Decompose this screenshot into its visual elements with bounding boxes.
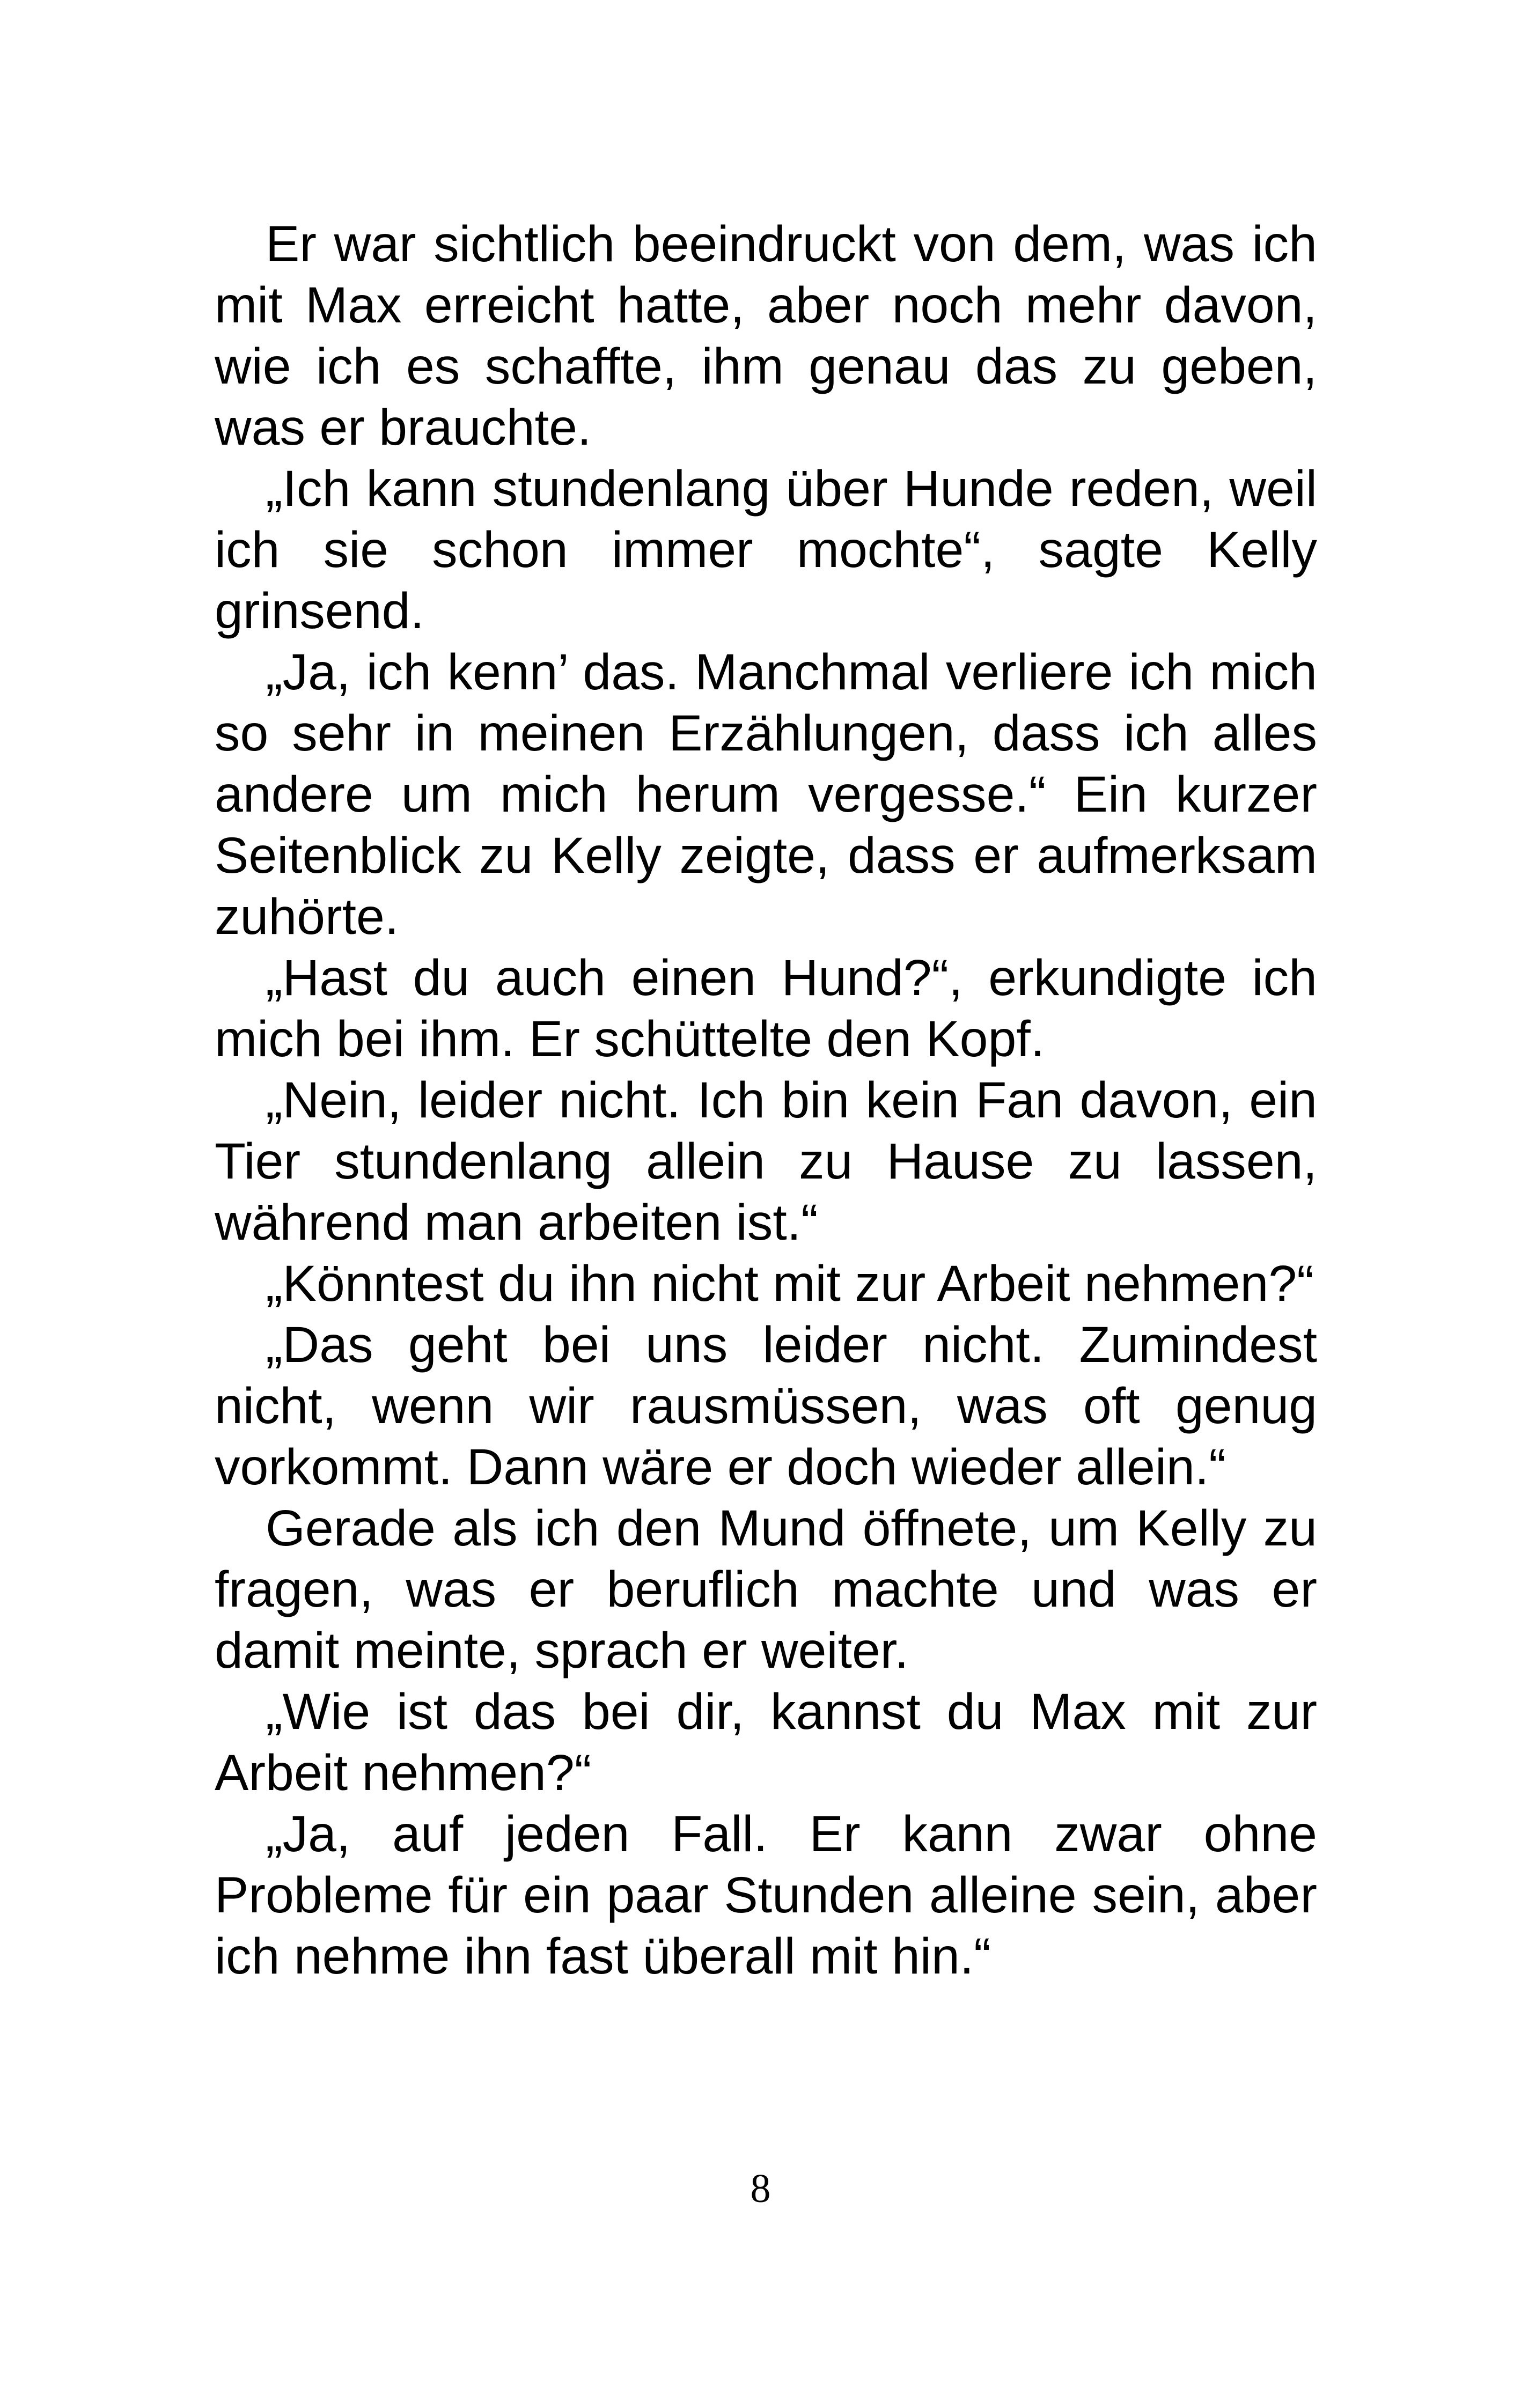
body-text [215,213,1317,1987]
paragraph: Er war sichtlich beeindruckt von dem, was ich mit Max erreicht hatte, aber noch mehr davon, wie ich es schaffte, ihm genau das zu geben, was er brauchte. [215,216,1317,456]
paragraph: „Wie ist das bei dir, kannst du Max mit zur Arbeit nehmen?“ [215,1683,1317,1801]
paragraph: „Ja, auf jeden Fall. Er kann zwar ohne Probleme für ein paar Stunden alleine sein, aber ich nehme ihn fast überall mit hin.“ [215,1806,1317,1985]
paragraph: Gerade als ich den Mund öffnete, um Kelly zu fragen, was er beruflich machte und was er damit meinte, sprach er weiter. [215,1500,1317,1679]
page-number: 8 [750,2166,771,2211]
paragraph: „Nein, leider nicht. Ich bin kein Fan davon, ein Tier stundenlang allein zu Hause zu lassen, während man arbeiten ist.“ [215,1072,1317,1251]
paragraph: „Könntest du ihn nicht mit zur Arbeit nehmen?“ [266,1255,1314,1312]
paragraph: „Hast du auch einen Hund?“, erkundigte ich mich bei ihm. Er schüttelte den Kopf. [215,949,1317,1067]
paragraph: „Das geht bei uns leider nicht. Zumindest nicht, wenn wir rausmüssen, was oft genug vorkommt. Dann wäre er doch wieder allein.“ [215,1316,1317,1496]
paragraph: „Ich kann stundenlang über Hunde reden, weil ich sie schon immer mochte“, sagte Kelly grinsend. [215,460,1317,639]
paragraph: „Ja, ich kenn’ das. Manchmal verliere ich mich so sehr in meinen Erzählungen, dass ich alles andere um mich herum vergesse.“ Ein kurzer Seitenblick zu Kelly zeigte, dass er aufmerksam zuhörte. [215,644,1317,945]
